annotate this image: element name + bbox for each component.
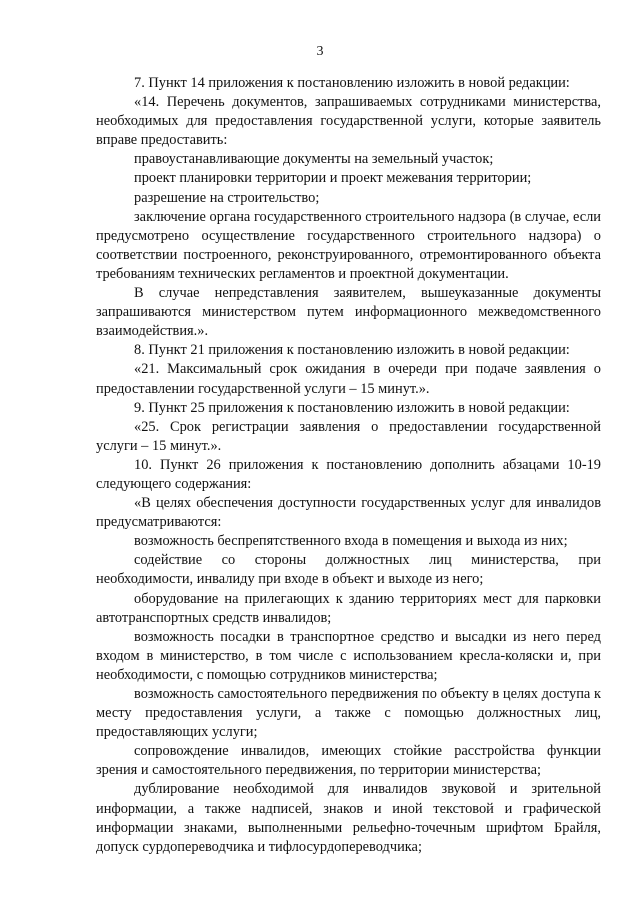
document-body [96,74,601,857]
list-item-assistance: содействие со стороны должностных лиц министерства, при необходимости, инвалиду при входе в объект и выходе из него; [96,552,601,588]
list-item-boarding: возможность посадки в транспортное средство и высадки из него перед входом в министерство, в том числе с использованием кресла-коляски и, при необходимости, с помощью сотрудников министерства; [96,628,601,683]
paragraph-item-14-intro: «14. Перечень документов, запрашиваемых сотрудниками министерства, необходимых для предоставления государственной услуги, которые заявитель вправе предоставить: [96,94,601,149]
list-item-parking: оборудование на прилегающих к зданию территориях мест для парковки автотранспортных средств инвалидов; [96,590,601,626]
list-item-free-entry: возможность беспрепятственного входа в помещения и выхода из них; [134,533,568,550]
paragraph-item-10: 10. Пункт 26 приложения к постановлению дополнить абзацами 10-19 следующего содержания: [96,456,601,492]
list-item-planning-project: проект планировки территории и проект межевания территории; [134,170,532,187]
list-item-movement: возможность самостоятельного передвижения по объекту в целях доступа к месту предоставления услуги, а также с помощью должностных лиц, предоставляющих услуги; [96,686,601,741]
page-number: 3 [316,44,324,59]
list-item-land-docs: правоустанавливающие документы на земельный участок; [134,151,494,168]
list-item-supervision-conclusion: заключение органа государственного строительного надзора (в случае, если предусмотрено осуществление государственного строительного надзора) о соответствии построенного, реконструированного, отремонтированного объекта требованиям технических регламентов и проектной документации. [96,208,601,282]
paragraph-accessibility-intro: «В целях обеспечения доступности государственных услуг для инвалидов предусматриваются: [96,495,601,531]
list-item-construction-permit: разрешение на строительство; [134,189,320,206]
list-item-escort: сопровождение инвалидов, имеющих стойкие расстройства функции зрения и самостоятельного передвижения, по территории министерства; [96,743,601,779]
paragraph-item-21: «21. Максимальный срок ожидания в очереди при подаче заявления о предоставлении государственной услуги – 15 минут.». [96,361,601,397]
paragraph-item-25: «25. Срок регистрации заявления о предоставлении государственной услуги – 15 минут.». [96,418,601,454]
paragraph-request-note: В случае непредставления заявителем, вышеуказанные документы запрашиваются министерством путем информационного межведомственного взаимодействия.». [96,285,601,340]
paragraph-item-9: 9. Пункт 25 приложения к постановлению изложить в новой редакции: [134,399,570,416]
list-item-braille: дублирование необходимой для инвалидов звуковой и зрительной информации, а также надписей, знаков и иной текстовой и графической информации знаками, выполненными рельефно-точечным шрифтом Брайля, допуск сурдопереводчика и тифлосурдопереводчика; [96,781,601,855]
paragraph-item-8: 8. Пункт 21 приложения к постановлению изложить в новой редакции: [134,342,570,359]
paragraph-item-7: 7. Пункт 14 приложения к постановлению изложить в новой редакции: [134,75,570,91]
